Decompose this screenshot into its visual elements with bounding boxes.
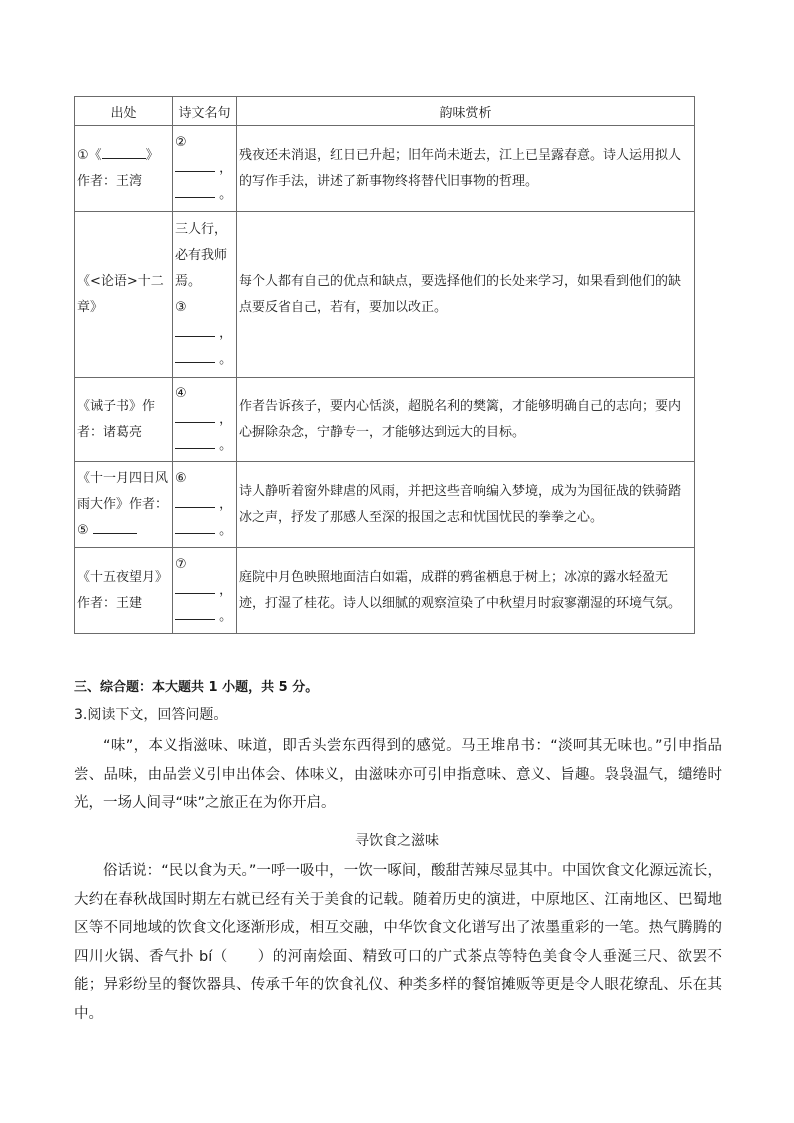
period: 。 <box>219 608 233 624</box>
quote-line: 必有我师 <box>175 247 228 263</box>
source-prefix: ①《 <box>77 147 102 163</box>
answer-blank[interactable] <box>175 605 215 620</box>
item-number: ⑤ <box>77 522 89 538</box>
table-row <box>75 548 695 634</box>
item-number: ④ <box>175 385 187 401</box>
analysis-cell: 残夜还未消退，红日已升起；旧年尚未逝去，江上已呈露春意。诗人运用拟人的写作手法，讲述了新事物终将替代旧事物的哲理。 <box>237 126 695 212</box>
answer-blank[interactable] <box>175 408 215 423</box>
answer-blank[interactable] <box>175 183 215 198</box>
analysis-cell: 每个人都有自己的优点和缺点，要选择他们的长处来学习，如果看到他们的缺点要反省自己，若有，要加以改正。 <box>237 212 695 378</box>
source-author: 作者：王湾 <box>77 173 143 189</box>
quote-cell <box>173 126 237 212</box>
quote-cell <box>173 548 237 634</box>
body-paragraph: 俗话说：“民以食为天。”一呼一吸中，一饮一啄间，酸甜苦辣尽显其中。中国饮食文化源远流长，大约在春秋战国时期左右就已经有关于美食的记载。随着历史的演进，中原地区、江南地区、巴蜀地区等不同地域的饮食文化逐渐形成，相互交融，中华饮食文化谱写出了浓墨重彩的一笔。热气腾腾的四川火锅、香气扑 bí（ ）的河南烩面、精致可口的广式茶点等特色美食令人垂涎三尺、欲罢不能；异彩纷呈的餐饮器具、传承千年的饮食礼仪、种类多样的餐馆摊贩等更是令人眼花缭乱、乐在其中。 <box>74 863 722 1022</box>
answer-blank[interactable] <box>175 493 215 508</box>
answer-blank[interactable] <box>175 519 215 534</box>
answer-blank[interactable] <box>175 434 215 449</box>
table-header-row <box>75 97 695 126</box>
answer-blank[interactable] <box>175 579 215 594</box>
period: 。 <box>219 437 233 453</box>
quote-cell <box>173 212 237 378</box>
header-analysis: 韵味赏析 <box>237 97 695 126</box>
table-row <box>75 378 695 462</box>
quote-cell <box>173 462 237 548</box>
source-cell: 《十五夜望月》作者：王建 <box>75 548 173 634</box>
source-cell: 《<论语>十二章》 <box>75 212 173 378</box>
comma: ， <box>219 325 233 341</box>
quote-line: 三人行， <box>175 221 228 237</box>
answer-blank[interactable] <box>93 519 137 534</box>
intro-paragraph: “味”，本义指滋味、味道，即舌头尝东西得到的感觉。马王堆帛书：“淡呵其无味也。”引申指品尝、品味，由品尝义引申出体会、体味义，由滋味亦可引申指意味、意义、旨趣。袅袅温气，缱绻时光，一场人间寻“味”之旅正在为你开启。 <box>74 738 722 811</box>
item-number: ③ <box>175 299 187 315</box>
quote-cell <box>173 378 237 462</box>
header-quote: 诗文名句 <box>173 97 237 126</box>
answer-blank[interactable] <box>175 322 215 337</box>
period: 。 <box>219 522 233 538</box>
comma: ， <box>219 411 233 427</box>
item-number: ② <box>175 134 187 150</box>
analysis-cell: 庭院中月色映照地面洁白如霜，成群的鸦雀栖息于树上；冰凉的露水轻盈无迹，打湿了桂花。诗人以细腻的观察渲染了中秋望月时寂寥潮湿的环境气氛。 <box>237 548 695 634</box>
article-subtitle: 寻饮食之滋味 <box>355 833 439 849</box>
answer-blank[interactable] <box>102 144 146 159</box>
question-prompt: 3.阅读下文，回答问题。 <box>74 707 228 723</box>
section-heading: 三、综合题：本大题共 1 小题，共 5 分。 <box>74 680 319 695</box>
answer-blank[interactable] <box>175 348 215 363</box>
header-source: 出处 <box>75 97 173 126</box>
table-row <box>75 126 695 212</box>
source-title: 《十一月四日风雨大作》作者： <box>77 470 169 512</box>
comma: ， <box>219 582 233 598</box>
period: 。 <box>219 351 233 367</box>
source-cell: 《诫子书》作者：诸葛亮 <box>75 378 173 462</box>
analysis-cell: 作者告诉孩子，要内心恬淡，超脱名利的樊篱，才能够明确自己的志向；要内心摒除杂念，宁静专一，才能够达到远大的目标。 <box>237 378 695 462</box>
comma: ， <box>219 160 233 176</box>
comma: ， <box>219 496 233 512</box>
poetry-table <box>74 96 695 634</box>
source-cell <box>75 126 173 212</box>
answer-blank[interactable] <box>175 157 215 172</box>
source-suffix: 》 <box>145 147 159 163</box>
table-row <box>75 462 695 548</box>
quote-line: 焉。 <box>175 273 202 289</box>
item-number: ⑥ <box>175 470 187 486</box>
item-number: ⑦ <box>175 556 187 572</box>
table-row <box>75 212 695 378</box>
period: 。 <box>219 186 233 202</box>
analysis-cell: 诗人静听着窗外肆虐的风雨，并把这些音响编入梦境，成为为国征战的铁骑踏冰之声，抒发了那感人至深的报国之志和忧国忧民的拳拳之心。 <box>237 462 695 548</box>
source-cell <box>75 462 173 548</box>
